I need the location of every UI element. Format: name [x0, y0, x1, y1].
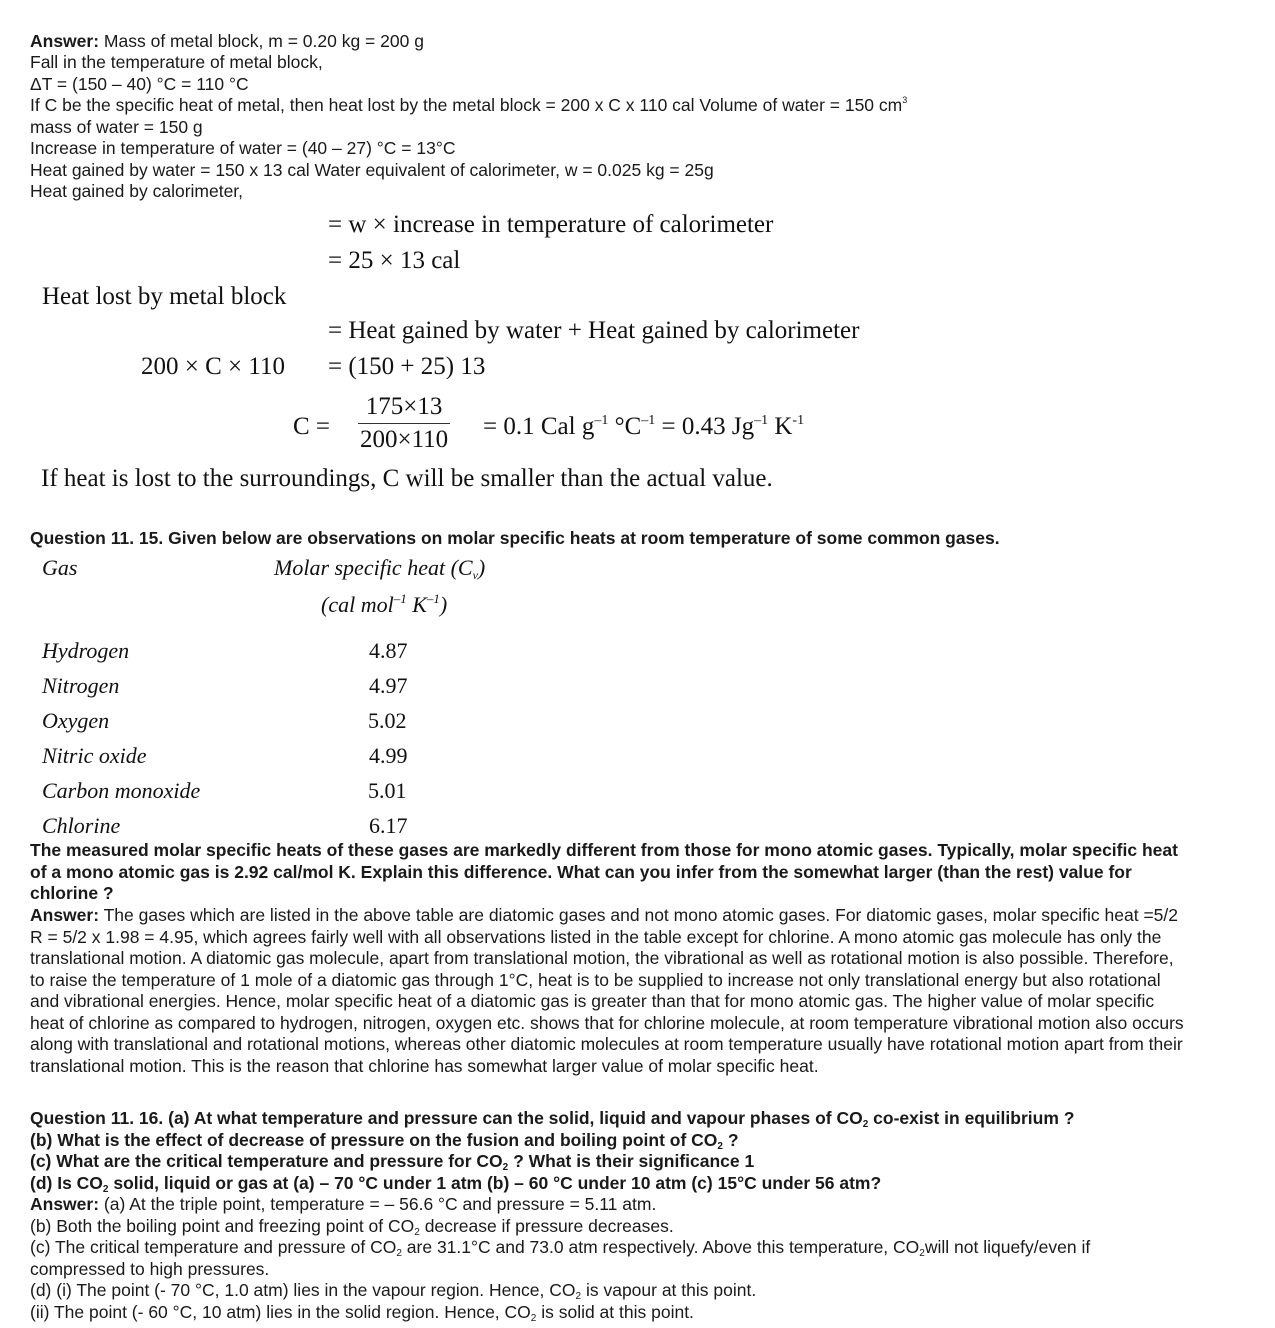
table-header-unit: (cal mol$^{-1}$ $K^{-1}$): [321, 591, 448, 617]
gas-value: 5.02: [368, 708, 407, 733]
gas-value: 4.97: [369, 673, 408, 698]
answer-line: ΔT = (150 – 40) °C = 110 °C: [30, 74, 249, 94]
answer-line: Heat gained by water = 150 x 13 cal Water equivalent of calorimeter, w = 0.025 kg = 25g: [30, 160, 714, 180]
gas-name: Nitric oxide: [42, 743, 147, 768]
equation-line: = 25 × 13 cal: [328, 247, 461, 274]
gas-name: Nitrogen: [42, 673, 120, 698]
fraction-numerator: 175×13: [365, 393, 443, 420]
equation-lhs: C =: [293, 413, 331, 440]
gas-name: Hydrogen: [42, 638, 130, 663]
equation-line: = w × increase in temperature of calorimeter: [328, 211, 774, 238]
equation-line: = (150 + 25) 13: [328, 353, 486, 380]
fraction-denominator: 200×110: [360, 426, 449, 453]
fraction-bar: [358, 423, 450, 424]
gas-value: 5.01: [368, 778, 407, 803]
answer-line: Answer: Mass of metal block, m = 0.20 kg = 200 g: [30, 31, 424, 51]
answer-label: Answer:: [30, 31, 100, 51]
answer-text: Answer: (a) At the triple point, temperature = – 56.6 °C and pressure = 5.11 atm. (b) Both the boiling point and freezing point of $CO_2$ decrease if pressure decreases. (c) The critical temperature and pressure of $CO_2$ are 31.1°C and 73.0 atm respectively. Above this temperature, $CO_2will$ not liquefy/even if compressed to high pressures. (d) (i) The point (- 70 °C, 1.0 atm) lies in the vapour region. Hence, $CO_2$ is vapour at this point. (ii) The point (- 60 °C, 10 atm) lies in the solid region. Hence, $CO_2$ is solid at this point.: [30, 1194, 1091, 1324]
table-header-gas: Gas: [42, 555, 78, 580]
equation-result: = 0.1 Cal $g^{-1}$ $^\circ C^{-1} = 0.43$ $Jg^{-1}$ $K^{-1}$: [483, 413, 805, 440]
gas-value: 4.87: [369, 638, 408, 663]
answer-label: Answer:: [30, 1194, 100, 1214]
equation-line: = Heat gained by water + Heat gained by calorimeter: [328, 317, 860, 344]
equation-label: Heat lost by metal block: [42, 283, 287, 310]
question-title: Question 11. 15. Given below are observations on molar specific heats at room temperature of some common gases.: [30, 528, 1000, 548]
answer-line: Fall in the temperature of metal block,: [30, 52, 323, 72]
conclusion: If heat is lost to the surroundings, C will be smaller than the actual value.: [41, 465, 773, 492]
question-text: The measured molar specific heats of these gases are markedly different from those for mono atomic gases. Typically, molar specific heat of a mono atomic gas is 2.92 cal/mol K. Explain this difference. What can you infer from the somewhat larger (than the rest) value for chlorine ?: [30, 840, 1178, 903]
gas-value: 6.17: [369, 813, 408, 838]
table-header-heat: Molar specific heat $(C_v)$: [274, 555, 486, 582]
gas-value: 4.99: [369, 743, 408, 768]
answer-label: Answer:: [30, 905, 100, 925]
gas-name: Chlorine: [42, 813, 121, 838]
gas-name: Oxygen: [42, 708, 110, 733]
answer-line: Heat gained by calorimeter,: [30, 181, 244, 201]
answer-text: Answer: The gases which are listed in the above table are diatomic gases and not mono atomic gases. For diatomic gases, molar specific heat =5/2 R = 5/2 x 1.98 = 4.95, which agrees fairly well with all observations listed in the table except for chlorine. A mono atomic gas molecule has only the translational motion. A diatomic gas molecule, apart from translational motion, the vibrational as well as rotational motion is also possible. Therefore, to raise the temperature of 1 mole of a diatomic gas through 1°C, heat is to be supplied to increase not only translational energy but also rotational and vibrational energies. Hence, molar specific heat of a diatomic gas is greater than that for mono atomic gas. The higher value of molar specific heat of chlorine as compared to hydrogen, nitrogen, oxygen etc. shows that for chlorine molecule, at room temperature vibrational motion also occurs along with translational and rotational motions, whereas other diatomic molecules at room temperature usually have rotational motion apart from their translational motion. This is the reason that chlorine has somewhat larger value of molar specific heat.: [30, 905, 1184, 1076]
fraction: [358, 393, 450, 454]
gas-name: Carbon monoxide: [42, 778, 201, 803]
equation-lhs: 200 × C × 110: [141, 353, 285, 380]
answer-line: mass of water = 150 g: [30, 117, 203, 137]
answer-line: If C be the specific heat of metal, then heat lost by the metal block = 200 x C x 110 cal Volume of water = 150 $cm^3$: [30, 95, 908, 115]
answer-line: Increase in temperature of water = (40 – 27) °C = 13°C: [30, 138, 456, 158]
question-text: Question 11. 16. (a) At what temperature and pressure can the solid, liquid and vapour phases of $CO_2$ co-exist in equilibrium ? (b) What is the effect of decrease of pressure on the fusion and boiling point of $CO_2$ ? (c) What are the critical temperature and pressure for $CO_2$ ? What is their significance 1 (d) Is $CO_2$ solid, liquid or gas at (a) – 70 °C under 1 atm (b) – 60 °C under 10 atm (c) 15°C under 56 atm?: [30, 1108, 1075, 1195]
